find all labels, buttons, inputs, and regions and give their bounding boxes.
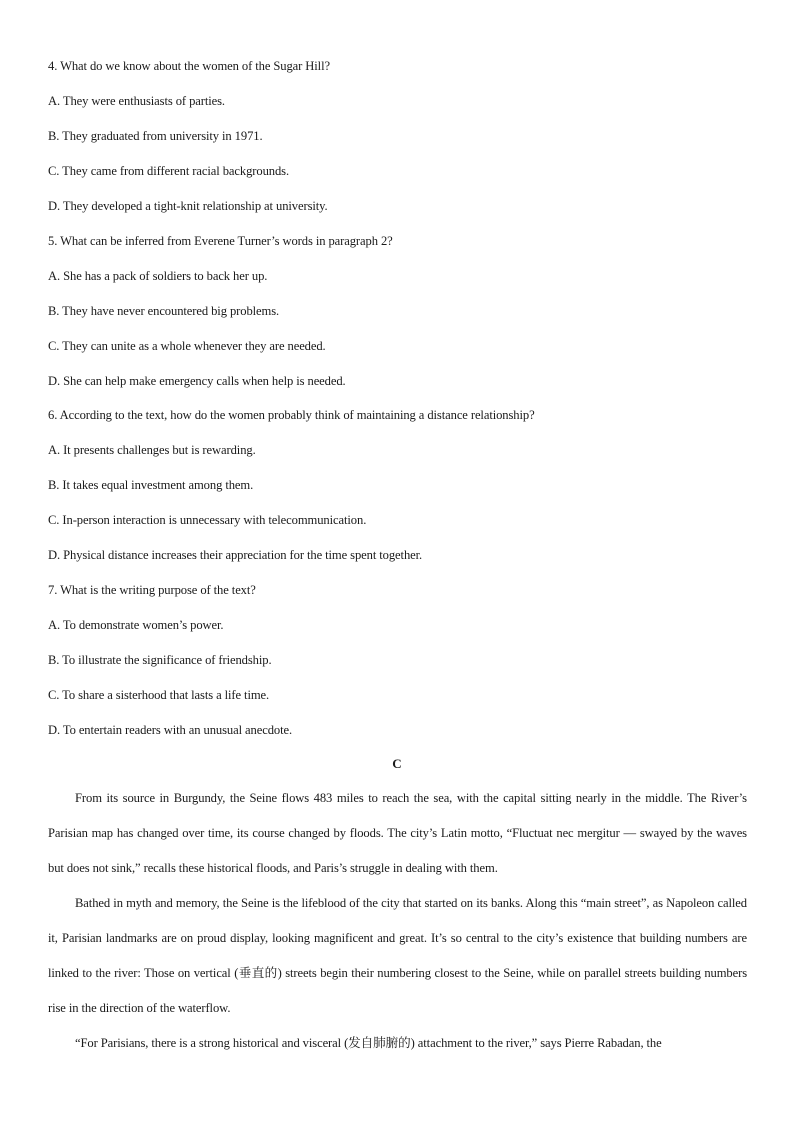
question-6-stem: 6. According to the text, how do the women probably think of maintaining a distance relationship? bbox=[48, 408, 535, 422]
section-heading: C bbox=[392, 756, 402, 771]
question-7-stem: 7. What is the writing purpose of the text? bbox=[48, 583, 256, 597]
question-5-option-d: D. She can help make emergency calls when help is needed. bbox=[48, 374, 346, 388]
question-6-option-c: C. In-person interaction is unnecessary with telecommunication. bbox=[48, 513, 367, 527]
question-5-option-b: B. They have never encountered big problems. bbox=[48, 304, 280, 318]
passage-paragraph-1: From its source in Burgundy, the Seine flows 483 miles to reach the sea, with the capital sitting nearly in the middle. The River’s Parisian map has changed over time, its course changed by floods. The city’s Latin motto, “Fluctuat nec mergitur — swayed by the waves but does not sink,” recalls these historical floods, and Paris’s struggle in dealing with them. bbox=[48, 791, 747, 875]
question-4-option-b: B. They graduated from university in 1971. bbox=[48, 129, 263, 143]
question-4-option-a: A. They were enthusiasts of parties. bbox=[48, 94, 225, 108]
question-7-option-c: C. To share a sisterhood that lasts a life time. bbox=[48, 688, 270, 702]
question-6-option-a: A. It presents challenges but is rewarding. bbox=[48, 443, 256, 457]
question-6-option-d: D. Physical distance increases their appreciation for the time spent together. bbox=[48, 548, 423, 562]
question-4-option-c: C. They came from different racial backgrounds. bbox=[48, 164, 290, 178]
question-7-option-a: A. To demonstrate women’s power. bbox=[48, 618, 224, 632]
question-7-option-d: D. To entertain readers with an unusual anecdote. bbox=[48, 723, 293, 737]
question-4-stem: 4. What do we know about the women of the Sugar Hill? bbox=[48, 59, 330, 73]
question-5-option-c: C. They can unite as a whole whenever they are needed. bbox=[48, 339, 326, 353]
passage-paragraph-2: Bathed in myth and memory, the Seine is the lifeblood of the city that started on its banks. Along this “main street”, as Napoleon called it, Parisian landmarks are on proud display, looking magnificent and great. It’s so central to the city’s existence that building numbers are linked to the river: Those on vertical (垂直的) streets begin their numbering closest to the Seine, while on parallel streets building numbers rise in the direction of the waterflow. bbox=[48, 896, 747, 1015]
question-7-option-b: B. To illustrate the significance of friendship. bbox=[48, 653, 272, 667]
question-6-option-b: B. It takes equal investment among them. bbox=[48, 478, 254, 492]
passage-paragraph-3: “For Parisians, there is a strong historical and visceral (发自肺腑的) attachment to the river,” says Pierre Rabadan, the bbox=[75, 1036, 662, 1050]
question-5-option-a: A. She has a pack of soldiers to back her up. bbox=[48, 269, 268, 283]
question-5-stem: 5. What can be inferred from Everene Turner’s words in paragraph 2? bbox=[48, 234, 393, 248]
question-4-option-d: D. They developed a tight-knit relationship at university. bbox=[48, 199, 328, 213]
